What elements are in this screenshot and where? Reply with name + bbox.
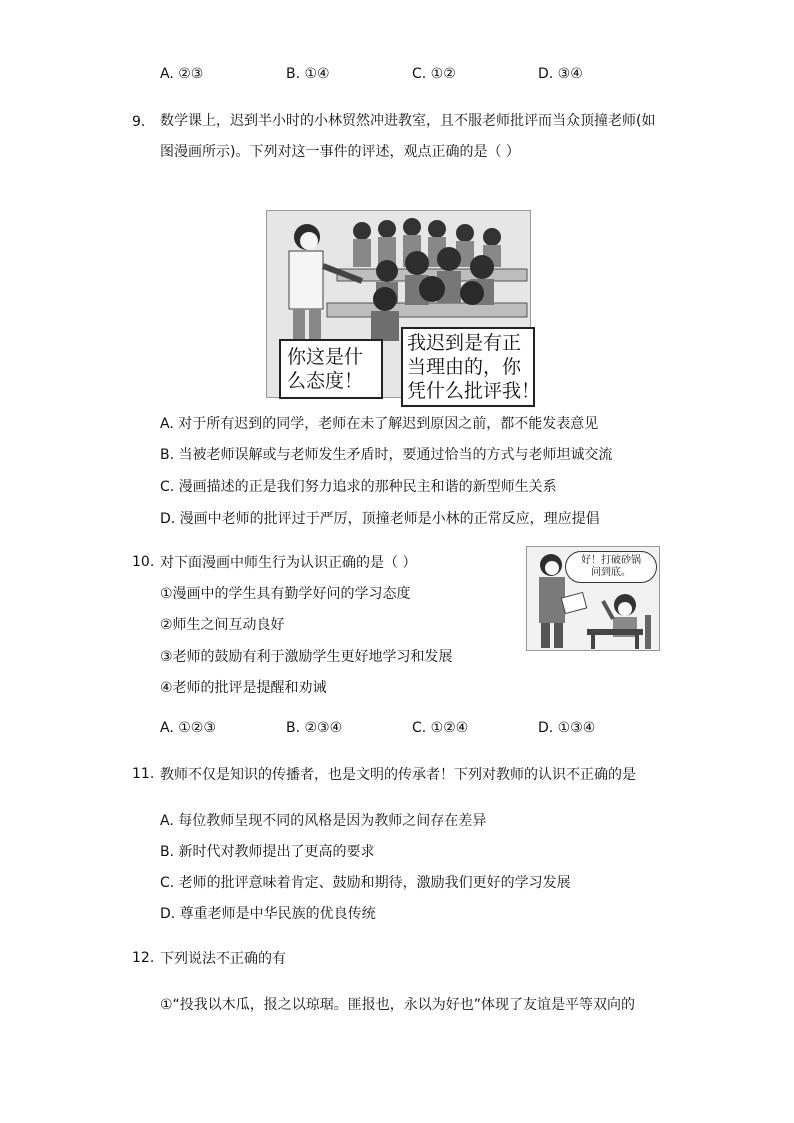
q10-number: 10. (132, 554, 155, 570)
teacher-speech-line1: 你这是什 (287, 346, 364, 368)
student-speech-line3: 凭什么批评我！ (407, 380, 541, 402)
q10-statement-1: ①漫画中的学生具有勤学好问的学习态度 (160, 586, 411, 602)
q10-choice-c[interactable]: C. ①②④ (412, 720, 469, 736)
q8-choice-c[interactable]: C. ①② (412, 66, 456, 82)
q11-option-a[interactable]: A. 每位教师呈现不同的风格是因为教师之间存在差异 (160, 813, 487, 829)
q9-option-b[interactable]: B. 当被老师误解或与老师发生矛盾时，要通过恰当的方式与老师坦诚交流 (160, 447, 613, 463)
q9-option-d[interactable]: D. 漫画中老师的批评过于严厉，顶撞老师是小林的正常反应，理应提倡 (160, 511, 600, 527)
q9-option-c[interactable]: C. 漫画描述的正是我们努力追求的那种民主和谐的新型师生关系 (160, 479, 557, 495)
teacher-speech-bubble (279, 339, 383, 399)
q11-stem: 教师不仅是知识的传播者，也是文明的传承者！下列对教师的认识不正确的是 (160, 767, 636, 783)
q8-choice-d[interactable]: D. ③④ (538, 66, 583, 82)
student-thought-bubble (565, 551, 657, 583)
q9-cartoon (266, 210, 541, 402)
q11-option-d[interactable]: D. 尊重老师是中华民族的优良传统 (160, 906, 376, 922)
q9-stem (160, 106, 655, 168)
student-speech-line2: 当理由的，你 (407, 356, 522, 378)
student-speech-line1: 我迟到是有正 (407, 332, 522, 354)
bubble-line1: 好！打破砂锅 (581, 555, 641, 566)
q10-cartoon (526, 546, 660, 651)
q10-statement-3: ③老师的鼓励有利于激励学生更好地学习和发展 (160, 649, 453, 665)
q10-stem: 对下面漫画中师生行为认识正确的是（ ） (160, 555, 417, 571)
q12-stem: 下列说法不正确的有 (160, 951, 286, 967)
q10-choice-a[interactable]: A. ①②③ (160, 720, 216, 736)
q9-option-a[interactable]: A. 对于所有迟到的同学，老师在未了解迟到原因之前，都不能发表意见 (160, 416, 599, 432)
student-speech-bubble (401, 327, 541, 407)
bubble-line2: 问到底。 (591, 567, 631, 578)
q10-choice-d[interactable]: D. ①③④ (538, 720, 596, 736)
q8-choice-b[interactable]: B. ①④ (286, 66, 330, 82)
q10-statement-4: ④老师的批评是提醒和劝诫 (160, 680, 327, 696)
q9-number: 9. (132, 114, 146, 130)
teacher-speech-line2: 么态度！ (287, 370, 364, 392)
q12-number: 12. (132, 950, 155, 966)
q9-stem-line1: 数学课上，迟到半小时的小林贸然冲进教室，且不服老师批评而当众顶撞老师(如 (160, 113, 656, 129)
q11-option-c[interactable]: C. 老师的批评意味着肯定、鼓励和期待，激励我们更好的学习发展 (160, 875, 571, 891)
q10-choice-b[interactable]: B. ②③④ (286, 720, 343, 736)
q8-choice-a[interactable]: A. ②③ (160, 66, 204, 82)
q9-stem-line2: 图漫画所示)。下列对这一事件的评述，观点正确的是（ ） (160, 144, 520, 160)
q11-number: 11. (132, 766, 155, 782)
q10-statement-2: ②师生之间互动良好 (160, 617, 285, 633)
q11-option-b[interactable]: B. 新时代对教师提出了更高的要求 (160, 844, 375, 860)
q12-statement-1: ①“投我以木瓜，报之以琼琚。匪报也，永以为好也”体现了友谊是平等双向的 (160, 997, 636, 1013)
